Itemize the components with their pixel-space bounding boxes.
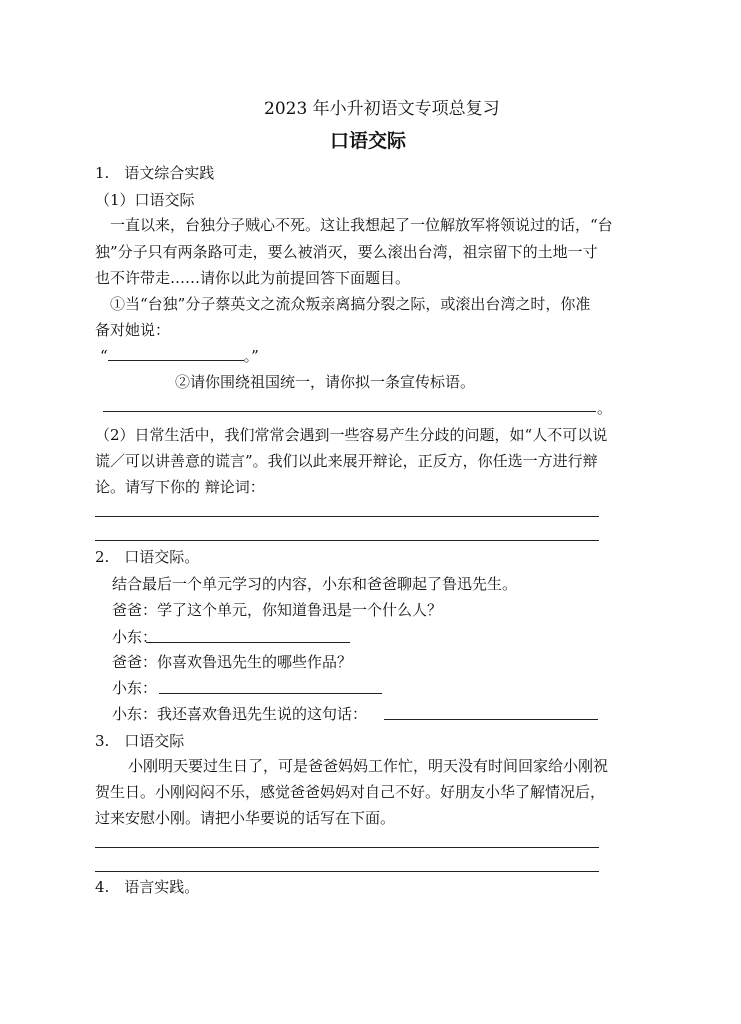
answer-line[interactable] [146,642,350,643]
q1-sub1-line: 备对她说： [95,321,171,339]
answer-line[interactable] [95,871,599,872]
answer-line[interactable] [159,693,382,694]
q3-passage-line: 过来安慰小刚。请把小华要说的话写在下面。 [95,809,396,827]
q2-dialogue-dad: 爸爸：学了这个单元，你知道鲁迅是一个什么人？ [112,601,443,619]
q2-dialogue-xiaodong: 小东： [112,628,158,646]
q2-heading: 2. 口语交际。 [95,548,200,566]
document-title: 2023 年小升初语文专项总复习 [264,99,500,119]
q3-heading: 3. 口语交际 [95,732,185,750]
section-subtitle: 口语交际 [330,130,407,152]
q1-sub1-answer-line [100,346,259,366]
q1-sub2-prompt: ②请你围绕祖国统一，请你拟一条宣传标语。 [175,373,476,391]
q4-heading: 4. 语言实践。 [95,878,200,896]
q2-intro: 结合最后一个单元学习的内容，小东和爸爸聊起了鲁迅先生。 [112,575,518,593]
answer-line[interactable] [95,540,599,541]
q2-dialogue-xiaodong: 小东：我还喜欢鲁迅先生说的这句话： [112,705,368,723]
answer-line[interactable] [95,847,599,848]
q1-sub1-line: ①当“台独”分子蔡英文之流众叛亲离搞分裂之际，或滚出台湾之时，你准 [110,295,591,313]
q3-passage-line: 小刚明天要过生日了，可是爸爸妈妈工作忙，明天没有时间回家给小刚祝 [128,757,609,775]
q1-passage-line: 也不许带走……请你以此为前提回答下面题目。 [95,269,411,287]
quote-close: 。” [243,347,259,365]
q1-heading: 1. 语文综合实践 [95,164,215,182]
q1-part2-line: 论。请写下你的 辩论词： [95,478,265,496]
answer-line[interactable] [384,719,598,720]
q1-part2-line: 谎／可以讲善意的谎言”。我们以此来展开辩论，正反方，你任选一方进行辩 [95,452,598,470]
q1-passage-line: 一直以来，台独分子贼心不死。这让我想起了一位解放军将领说过的话，“台 [110,216,613,234]
q1-sub2-end-mark: 。 [597,399,613,417]
q1-passage-line: 独”分子只有两条路可走，要么被消灭，要么滚出台湾，祖宗留下的土地一寸 [95,243,598,261]
quote-open: “ [100,347,108,365]
answer-line[interactable] [103,411,596,412]
q1-part1-label: （1）口语交际 [95,191,195,209]
answer-line[interactable] [95,516,599,517]
q2-dialogue-dad: 爸爸：你喜欢鲁迅先生的哪些作品？ [112,653,353,671]
q2-dialogue-xiaodong: 小东： [112,679,158,697]
answer-blank[interactable] [108,346,244,361]
q1-part2-line: （2）日常生活中，我们常常会遇到一些容易产生分歧的问题，如“人不可以说 [95,426,608,444]
q3-passage-line: 贺生日。小刚闷闷不乐，感觉爸爸妈妈对自己不好。好朋友小华了解情况后， [95,783,606,801]
